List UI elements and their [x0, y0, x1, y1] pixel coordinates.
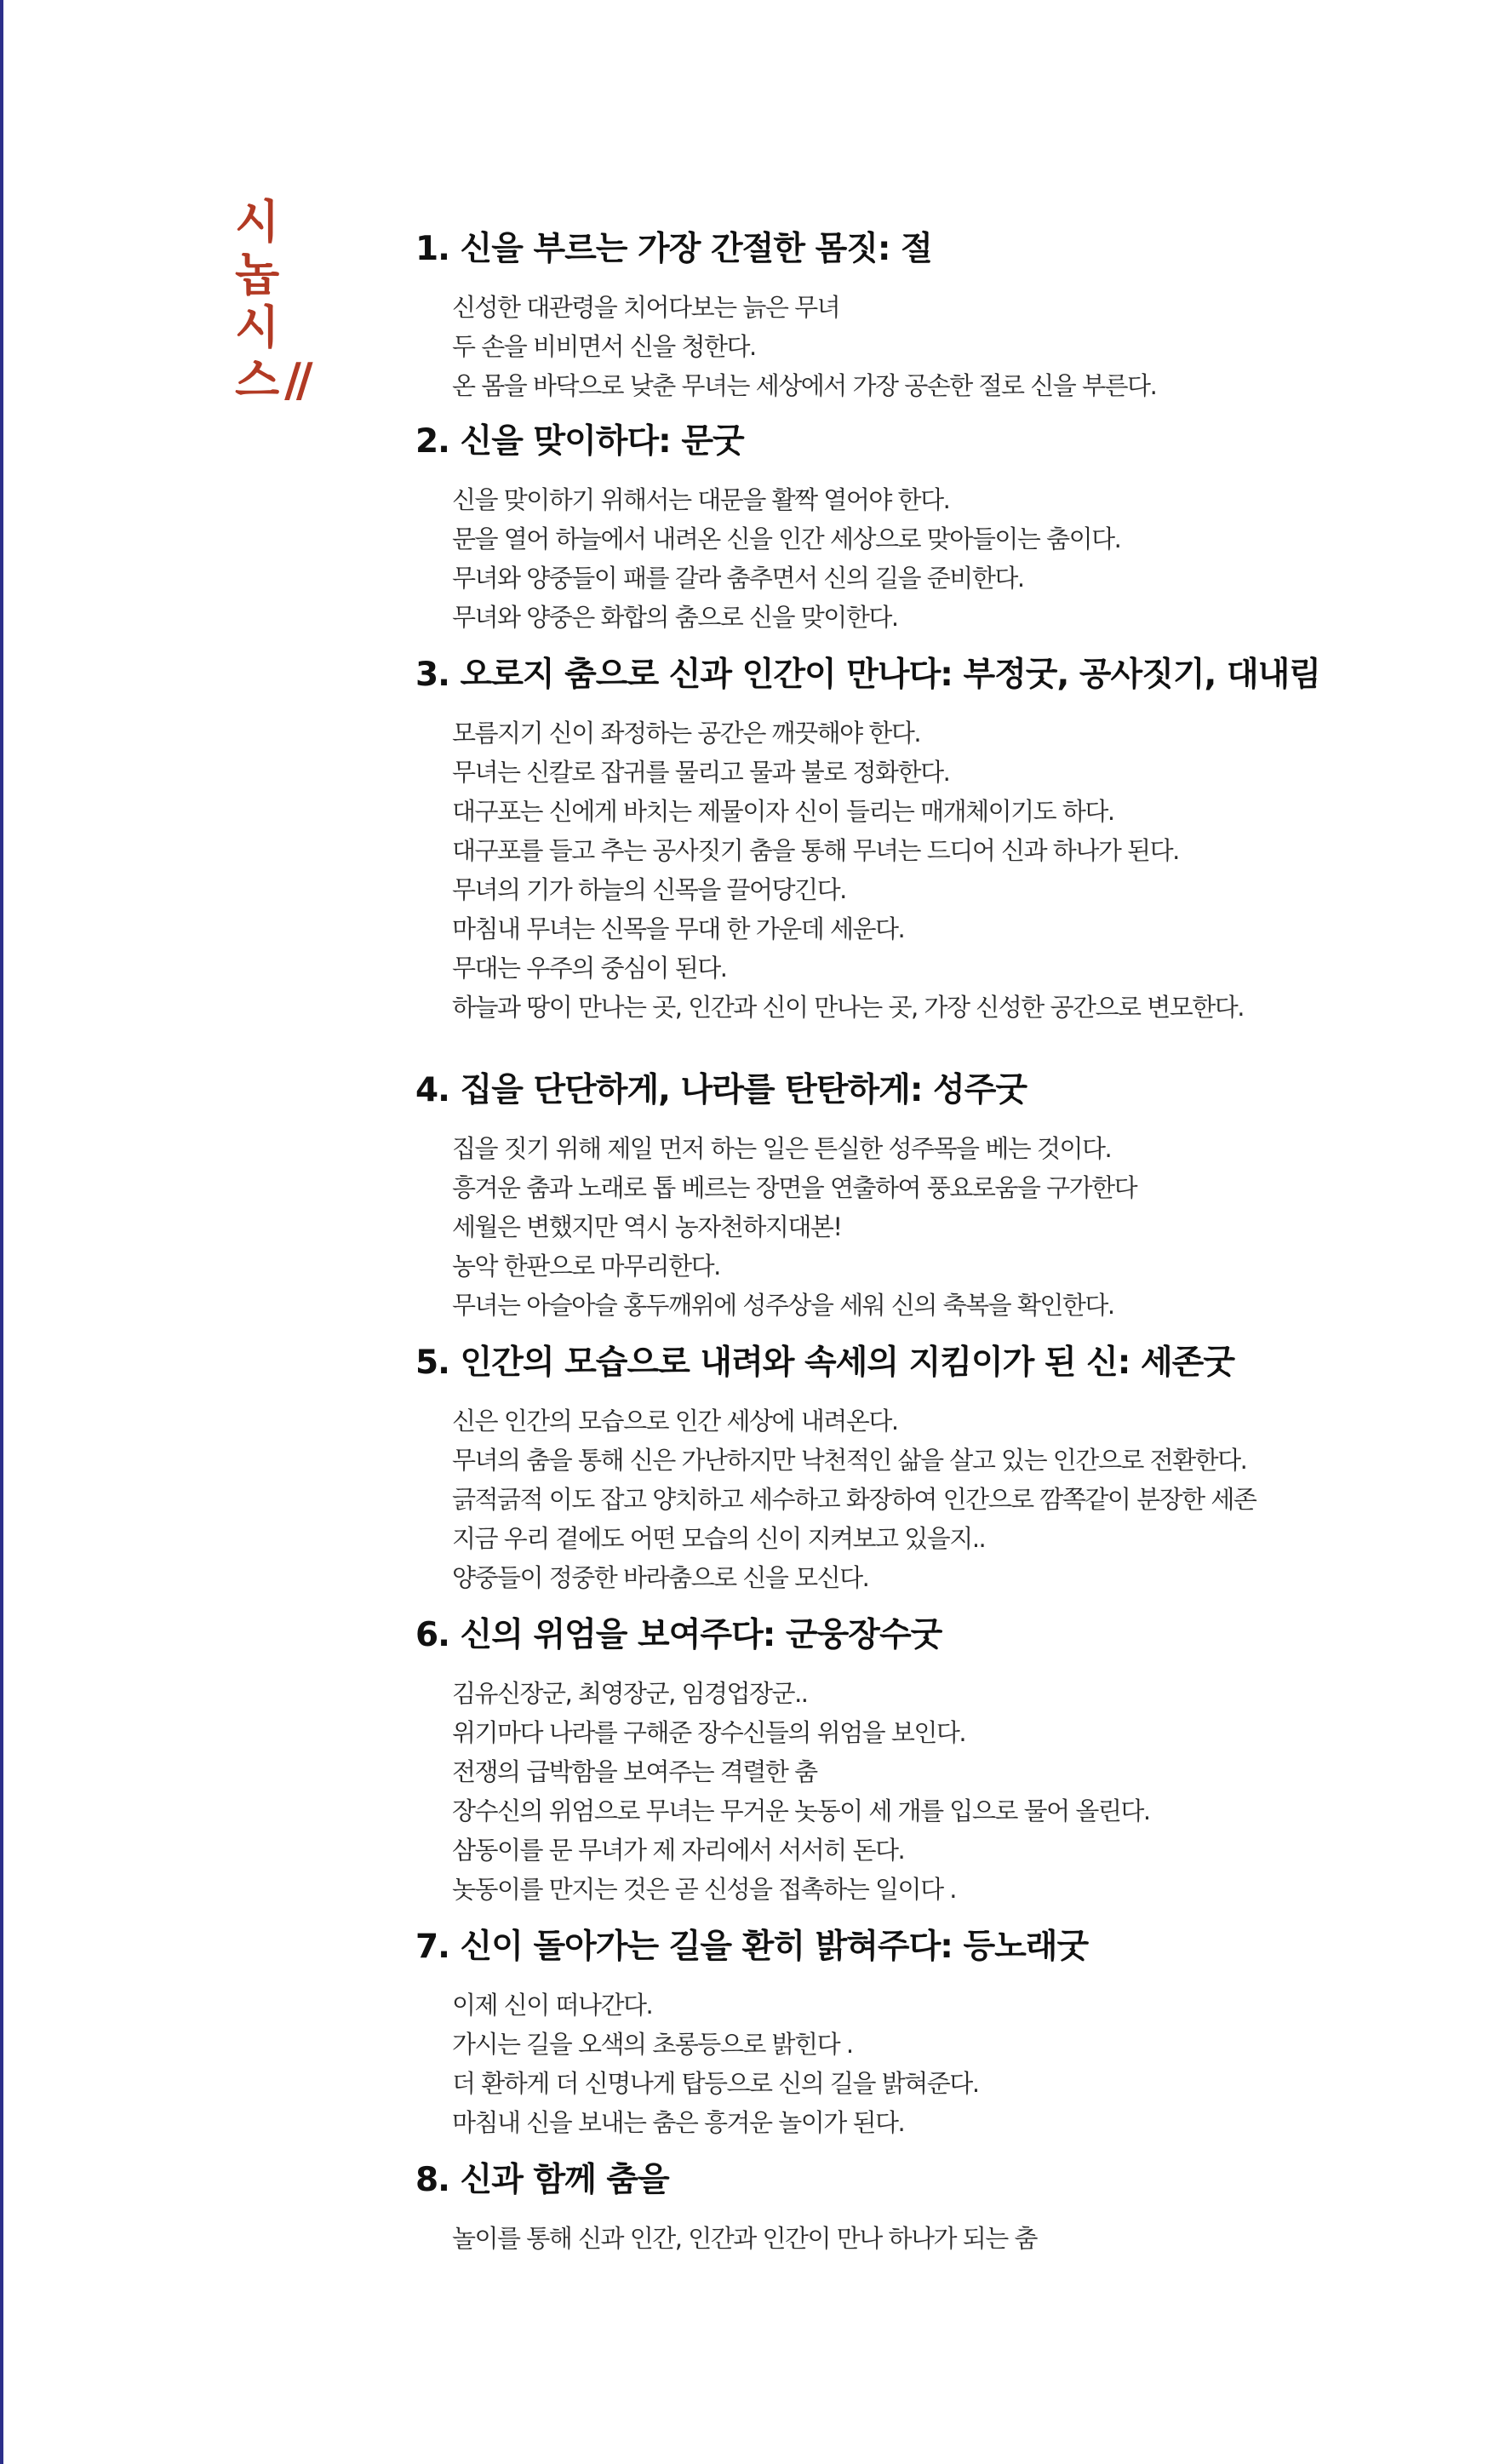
section-lines: [452, 2219, 1437, 2258]
section-heading: 6. 신의 위엄을 보여주다: 군웅장수굿: [415, 1616, 942, 1654]
synopsis-section-2: [415, 422, 1437, 637]
section-lines: [452, 480, 1437, 637]
section-line: 마침내 신을 보내는 춤은 흥겨운 놀이가 된다.: [452, 2108, 905, 2137]
section-heading: 5. 인간의 모습으로 내려와 속세의 지킴이가 된 신: 세존굿: [415, 1344, 1234, 1382]
section-line: 더 환하게 더 신명나게 탑등으로 신의 길을 밝혀준다.: [452, 2069, 979, 2098]
section-heading: 3. 오로지 춤으로 신과 인간이 만나다: 부정굿, 공사짓기, 대내림: [415, 656, 1320, 694]
side-title-slashes: //: [284, 353, 308, 407]
section-line: 무대는 우주의 중심이 된다.: [452, 954, 727, 983]
section-line: 무녀와 양중은 화합의 춤으로 신을 맞이한다.: [452, 603, 898, 632]
section-line: 장수신의 위엄으로 무녀는 무거운 놋동이 세 개를 입으로 물어 올린다.: [452, 1796, 1150, 1825]
synopsis-section-3: [415, 656, 1437, 1027]
section-lines: [452, 1401, 1437, 1597]
section-line: 김유신장군, 최영장군, 임경업장군..: [452, 1679, 808, 1708]
synopsis-section-8: [415, 2161, 1437, 2258]
section-heading: 2. 신을 맞이하다: 문굿: [415, 422, 744, 461]
section-line: 세월은 변했지만 역시 농자천하지대본!: [452, 1212, 842, 1241]
synopsis-section-6: [415, 1616, 1437, 1909]
synopsis-section-7: [415, 1928, 1437, 2142]
section-line: 무녀의 춤을 통해 신은 가난하지만 낙천적인 삶을 살고 있는 인간으로 전환한다.: [452, 1446, 1247, 1475]
section-heading: 8. 신과 함께 춤을: [415, 2161, 669, 2199]
left-edge-rule: [0, 0, 3, 2464]
section-heading: 4. 집을 단단하게, 나라를 탄탄하게: 성주굿: [415, 1071, 1027, 1109]
section-line: 하늘과 땅이 만나는 곳, 인간과 신이 만나는 곳, 가장 신성한 공간으로 변모한다.: [452, 993, 1244, 1022]
section-lines: [452, 713, 1437, 1027]
side-title-char: 시: [235, 195, 280, 249]
side-title-char: 놉: [235, 248, 280, 301]
section-line: 이제 신이 떠나간다.: [452, 1991, 653, 2020]
side-title-char: 스: [235, 353, 280, 407]
section-line: 대구포를 들고 추는 공사짓기 춤을 통해 무녀는 드디어 신과 하나가 된다.: [452, 836, 1179, 865]
section-lines: [452, 1674, 1437, 1909]
section-line: 집을 짓기 위해 제일 먼저 하는 일은 튼실한 성주목을 베는 것이다.: [452, 1134, 1112, 1163]
section-line: 지금 우리 곁에도 어떤 모습의 신이 지켜보고 있을지..: [452, 1524, 986, 1553]
section-line: 무녀의 기가 하늘의 신목을 끌어당긴다.: [452, 875, 846, 904]
section-line: 놀이를 통해 신과 인간, 인간과 인간이 만나 하나가 되는 춤: [452, 2224, 1038, 2253]
section-line: 대구포는 신에게 바치는 제물이자 신이 들리는 매개체이기도 하다.: [452, 797, 1114, 826]
section-lines: [452, 1986, 1437, 2142]
section-line: 놋동이를 만지는 것은 곧 신성을 접촉하는 일이다 .: [452, 1875, 957, 1904]
side-title: [235, 196, 346, 407]
synopsis-body: [415, 230, 1437, 2258]
section-line: 양중들이 정중한 바라춤으로 신을 모신다.: [452, 1563, 869, 1592]
section-line: 신은 인간의 모습으로 인간 세상에 내려온다.: [452, 1407, 898, 1435]
section-lines: [452, 288, 1437, 405]
section-line: 전쟁의 급박함을 보여주는 격렬한 춤: [452, 1757, 817, 1786]
section-line: 가시는 길을 오색의 초롱등으로 밝힌다 .: [452, 2030, 853, 2059]
side-title-last-line: [235, 354, 346, 407]
section-line: 삼동이를 문 무녀가 제 자리에서 서서히 돈다.: [452, 1836, 905, 1865]
section-line: 신성한 대관령을 치어다보는 늙은 무녀: [452, 293, 840, 322]
section-heading: 1. 신을 부르는 가장 간절한 몸짓: 절: [415, 230, 932, 268]
section-line: 무녀는 신칼로 잡귀를 물리고 물과 불로 정화한다.: [452, 758, 950, 787]
synopsis-section-5: [415, 1344, 1437, 1597]
section-line: 위기마다 나라를 구해준 장수신들의 위엄을 보인다.: [452, 1718, 966, 1747]
side-title-char: 시: [235, 301, 280, 354]
section-line: 온 몸을 바닥으로 낮춘 무녀는 세상에서 가장 공손한 절로 신을 부른다.: [452, 371, 1157, 400]
section-line: 무녀와 양중들이 패를 갈라 춤추면서 신의 길을 준비한다.: [452, 564, 1024, 593]
section-line: 농악 한판으로 마무리한다.: [452, 1252, 720, 1281]
section-line: 모름지기 신이 좌정하는 공간은 깨끗해야 한다.: [452, 719, 921, 748]
section-line: 무녀는 아슬아슬 홍두깨위에 성주상을 세워 신의 축복을 확인한다.: [452, 1291, 1114, 1320]
section-line: 마침내 무녀는 신목을 무대 한 가운데 세운다.: [452, 914, 905, 943]
section-line: 흥겨운 춤과 노래로 톱 베르는 장면을 연출하여 풍요로움을 구가한다: [452, 1173, 1137, 1202]
section-heading: 7. 신이 돌아가는 길을 환히 밝혀주다: 등노래굿: [415, 1928, 1089, 1966]
section-line: 문을 열어 하늘에서 내려온 신을 인간 세상으로 맞아들이는 춤이다.: [452, 524, 1121, 553]
section-line: 두 손을 비비면서 신을 청한다.: [452, 332, 756, 361]
section-line: 긁적긁적 이도 잡고 양치하고 세수하고 화장하여 인간으로 깜쪽같이 분장한 세존: [452, 1485, 1256, 1514]
synopsis-section-4: [415, 1071, 1437, 1325]
synopsis-section-1: [415, 230, 1437, 405]
section-lines: [452, 1129, 1437, 1325]
section-line: 신을 맞이하기 위해서는 대문을 활짝 열어야 한다.: [452, 485, 950, 514]
